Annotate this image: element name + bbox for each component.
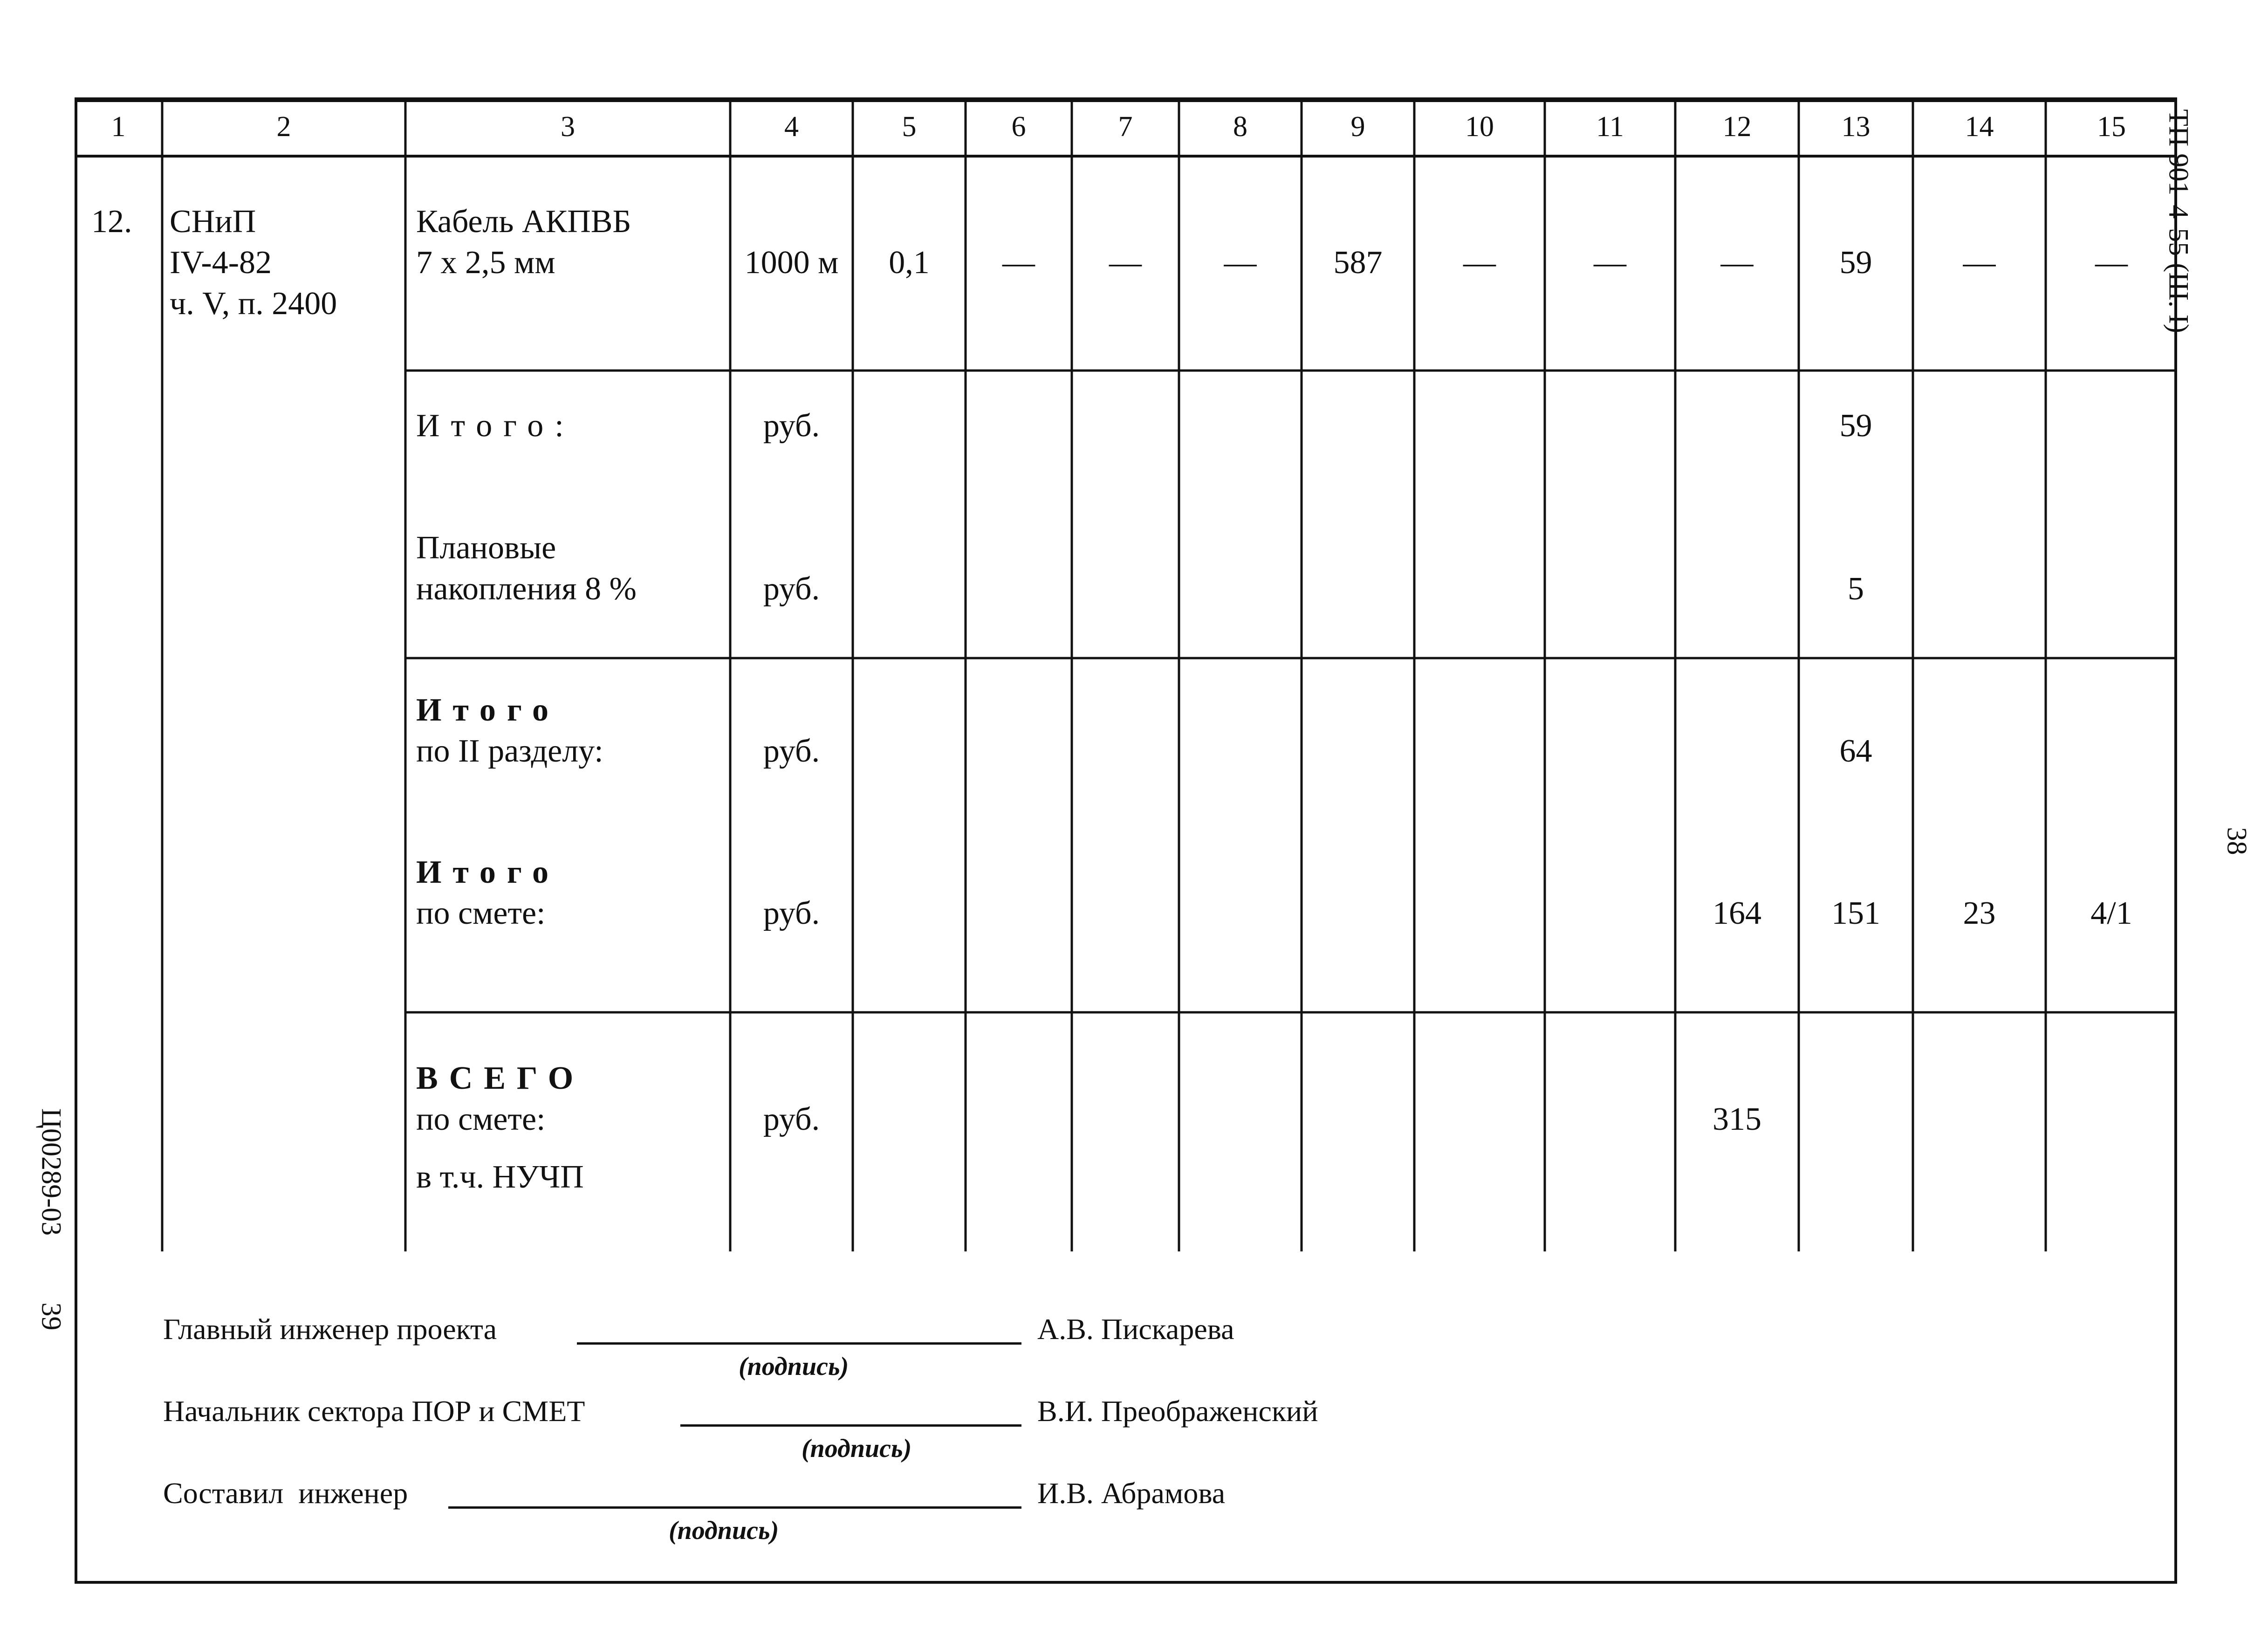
estimate-total-col14: 23	[1963, 895, 1996, 931]
planned-label-1: Плановые	[416, 530, 556, 566]
cell-col5: 0,1	[889, 245, 930, 281]
cell-col9: 587	[1333, 245, 1383, 281]
estimate-total-col15: 4/1	[2090, 895, 2132, 931]
doc-code-margin: ТП 901-4-55 (Ш. I)	[2163, 109, 2194, 333]
planned-label-2: накопления 8 %	[416, 571, 637, 607]
unit-cell: 1000 м	[744, 245, 839, 281]
page-number-right: 38	[2221, 827, 2253, 855]
signature-line-1	[577, 1342, 1021, 1345]
grand-total-label-1: ВСЕГО	[416, 1060, 585, 1096]
col-header: 15	[2097, 111, 2126, 143]
grand-total-col12: 315	[1713, 1101, 1761, 1137]
estimate-total-col12: 164	[1713, 895, 1761, 931]
signature-caption-3: (подпись)	[669, 1516, 779, 1545]
signature-role-2: Начальник сектора ПОР и СМЕТ	[163, 1395, 585, 1428]
item-name-line-2: 7 х 2,5 мм	[416, 245, 555, 281]
signature-name-1: А.В. Пискарева	[1037, 1312, 1234, 1346]
total-col13: 59	[1839, 408, 1872, 444]
cell-col8: —	[1224, 245, 1257, 281]
col-header: 7	[1118, 111, 1133, 143]
basis-line-3: ч. V, п. 2400	[170, 286, 337, 322]
col-header: 3	[561, 111, 575, 143]
estimate-total-unit: руб.	[763, 895, 820, 931]
col-header: 1	[111, 111, 126, 143]
col-header: 12	[1722, 111, 1752, 143]
cell-col12: —	[1720, 245, 1754, 281]
signature-line-2	[680, 1424, 1021, 1427]
section-total-label-1: Итого	[416, 692, 560, 728]
section-total-label-2: по II разделу:	[416, 733, 603, 769]
col-header: 5	[902, 111, 917, 143]
grand-total-label-2: по смете:	[416, 1101, 546, 1137]
signature-caption-1: (подпись)	[739, 1352, 849, 1381]
estimate-total-label-2: по смете:	[416, 895, 546, 931]
total-unit: руб.	[763, 408, 820, 444]
col-header: 10	[1465, 111, 1494, 143]
signature-name-2: В.И. Преображенский	[1037, 1395, 1318, 1428]
col-header: 8	[1233, 111, 1247, 143]
col-header: 6	[1011, 111, 1026, 143]
col-header: 11	[1596, 111, 1624, 143]
col-header: 4	[784, 111, 799, 143]
grand-total-label-3: в т.ч. НУЧП	[416, 1159, 584, 1195]
cell-col15: —	[2095, 245, 2128, 281]
page-number-left: 39	[36, 1302, 67, 1331]
planned-unit: руб.	[763, 571, 820, 607]
cell-col11: —	[1594, 245, 1626, 281]
planned-col13: 5	[1848, 571, 1864, 607]
estimate-total-col13: 151	[1831, 895, 1880, 931]
signature-line-3	[448, 1506, 1021, 1509]
cell-col10: —	[1463, 245, 1496, 281]
signature-name-3: И.В. Абрамова	[1037, 1477, 1226, 1510]
col-header: 2	[276, 111, 291, 143]
col-header: 13	[1841, 111, 1871, 143]
col-header: 9	[1350, 111, 1365, 143]
signature-caption-2: (подпись)	[802, 1434, 912, 1463]
section-total-unit: руб.	[763, 733, 820, 769]
total-label: Итого:	[416, 408, 575, 444]
signature-role-1: Главный инженер проекта	[163, 1312, 497, 1346]
cell-col13: 59	[1839, 245, 1872, 281]
cell-col14: —	[1963, 245, 1996, 281]
cell-col6: —	[1002, 245, 1035, 281]
row-number: 12.	[91, 204, 132, 240]
grand-total-unit: руб.	[763, 1101, 820, 1137]
cell-col7: —	[1109, 245, 1142, 281]
basis-line-2: IV-4-82	[170, 245, 272, 281]
section-total-col13: 64	[1839, 733, 1872, 769]
item-name-line-1: Кабель АКПВБ	[416, 204, 631, 240]
estimate-total-label-1: Итого	[416, 854, 560, 890]
col-header: 14	[1965, 111, 1994, 143]
signature-role-3: Составил инженер	[163, 1477, 408, 1510]
basis-line-1: СНиП	[170, 204, 256, 240]
archive-code-margin: Ц00289-03	[36, 1108, 67, 1236]
